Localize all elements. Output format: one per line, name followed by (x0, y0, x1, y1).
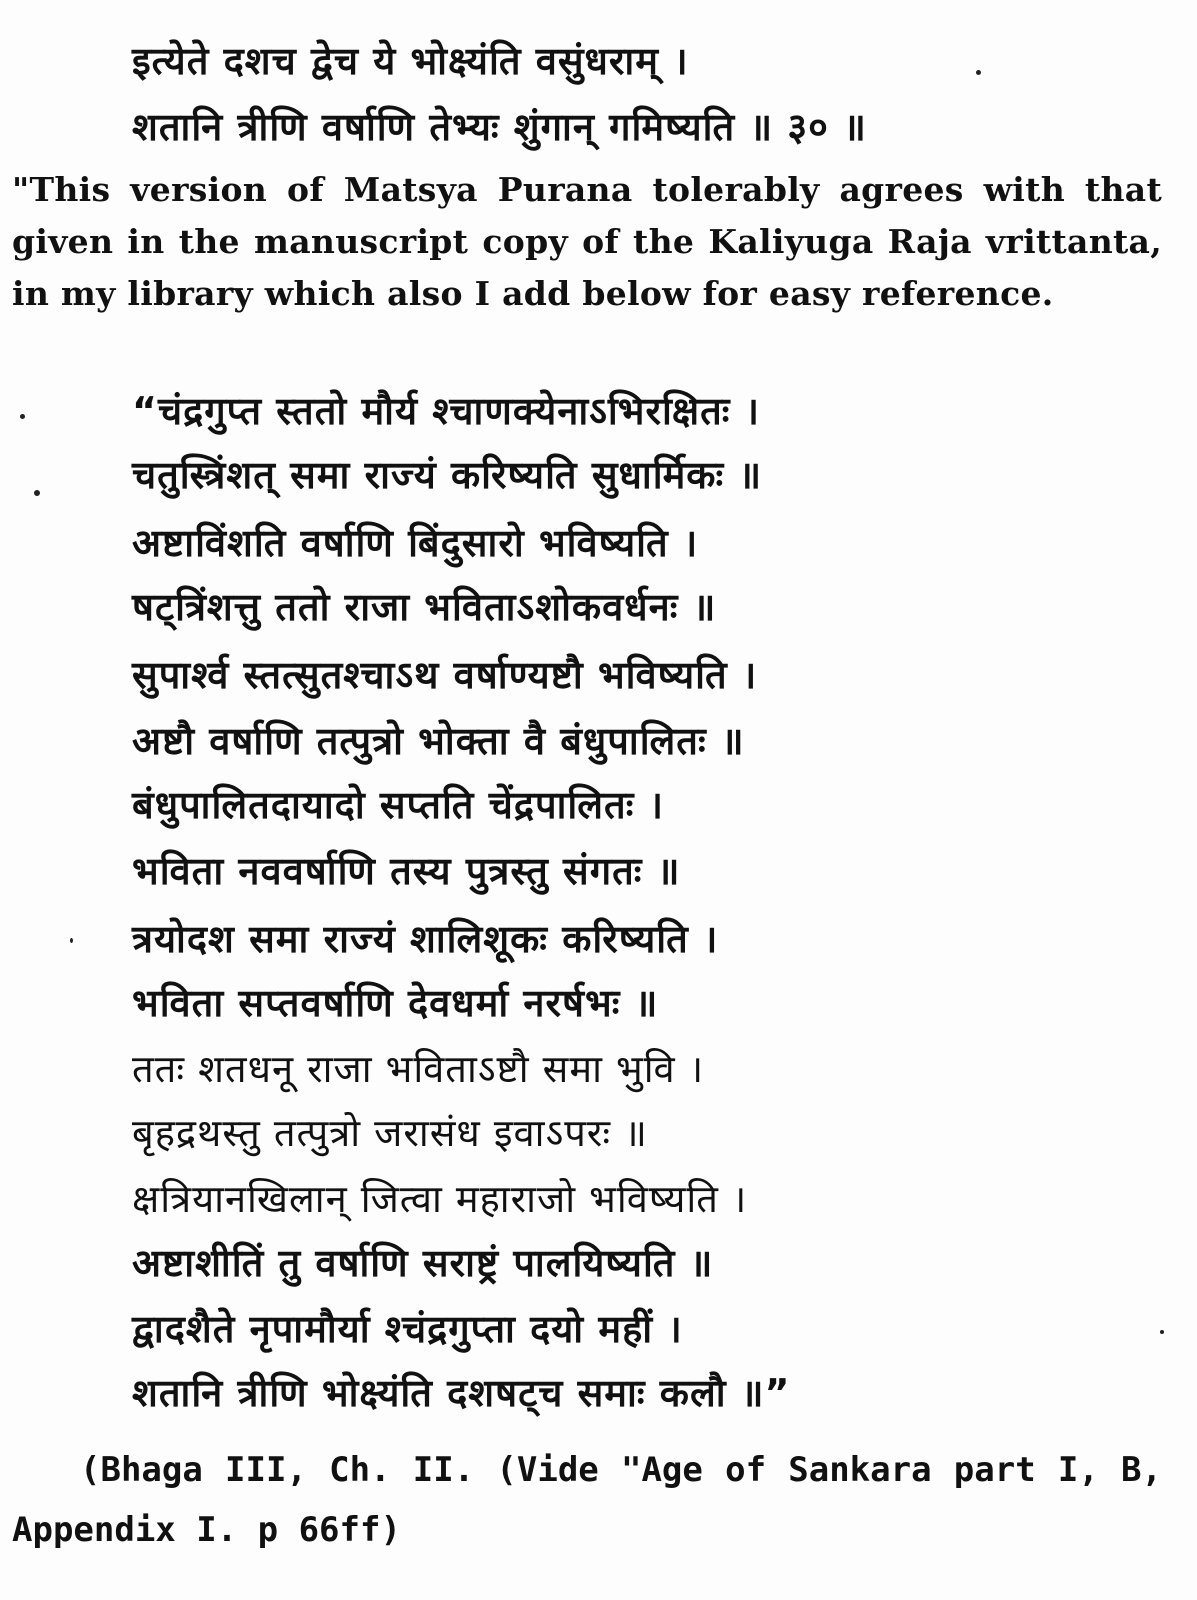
scan-speck (1160, 1330, 1164, 1334)
verse-line: सुपार्श्व स्तत्सुतश्चाऽथ वर्षाण्यष्टौ भविष्यति । (132, 653, 758, 697)
verse-line: अष्टाविंशति वर्षाणि बिंदुसारो भविष्यति । (132, 521, 699, 565)
prose-paragraph: "This version of Matsya Purana tolerably agrees with that given in the manuscript copy of the Kaliyuga Raja vrittanta, in my library which also I add below for easy reference. (12, 170, 1162, 313)
verse-line: बृहद्रथस्तु तत्पुत्रो जरासंध इवाऽपरः ॥ (132, 1111, 648, 1155)
scan-speck (70, 938, 73, 943)
verse-line: भविता सप्तवर्षाणि देवधर्मा नरर्षभः ॥ (132, 981, 659, 1025)
verse-line: अष्टाशीतिं तु वर्षाणि सराष्ट्रं पालयिष्यति ॥ (132, 1241, 714, 1285)
verse-line: क्षत्रियानखिलान् जित्वा महाराजो भविष्यति । (132, 1177, 748, 1221)
verse-line: ततः शतधनू राजा भविताऽष्टौ समा भुवि । (132, 1047, 705, 1091)
verse-line: शतानि त्रीणि वर्षाणि तेभ्यः शुंगान् गमिष्यति ॥ ३० ॥ (132, 105, 867, 149)
verse-line: शतानि त्रीणि भोक्ष्यंति दशषट्च समाः कलौ ॥” (132, 1371, 791, 1415)
verse-line: चतुस्त्रिंशत् समा राज्यं करिष्यति सुधार्मिकः ॥ (132, 453, 763, 497)
verse-line: त्रयोदश समा राज्यं शालिशूकः करिष्यति । (132, 917, 719, 961)
citation-paragraph: (Bhaga III, Ch. II. (Vide "Age of Sankara part I, B, Appendix I. p 66ff) (12, 1450, 1162, 1550)
verse-line: अष्टौ वर्षाणि तत्पुत्रो भोक्ता वै बंधुपालितः ॥ (132, 719, 745, 763)
verse-line: “चंद्रगुप्त स्ततो मौर्य श्चाणक्येनाऽभिरक्षितः । (132, 389, 761, 433)
verse-line: बंधुपालितदायादो सप्तति चेंद्रपालितः । (132, 783, 665, 827)
scan-speck (20, 414, 25, 419)
verse-line: इत्येते दशच द्वेच ये भोक्ष्यंति वसुंधराम् । (132, 39, 689, 83)
scan-speck (34, 490, 40, 496)
verse-line: द्वादशैते नृपामौर्या श्चंद्रगुप्ता दयो महीं । (132, 1307, 683, 1351)
verse-line: भविता नववर्षाणि तस्य पुत्रस्तु संगतः ॥ (132, 849, 681, 893)
scan-speck (976, 70, 981, 75)
verse-line: षट्त्रिंशत्तु ततो राजा भविताऽशोकवर्धनः ॥ (132, 585, 717, 629)
